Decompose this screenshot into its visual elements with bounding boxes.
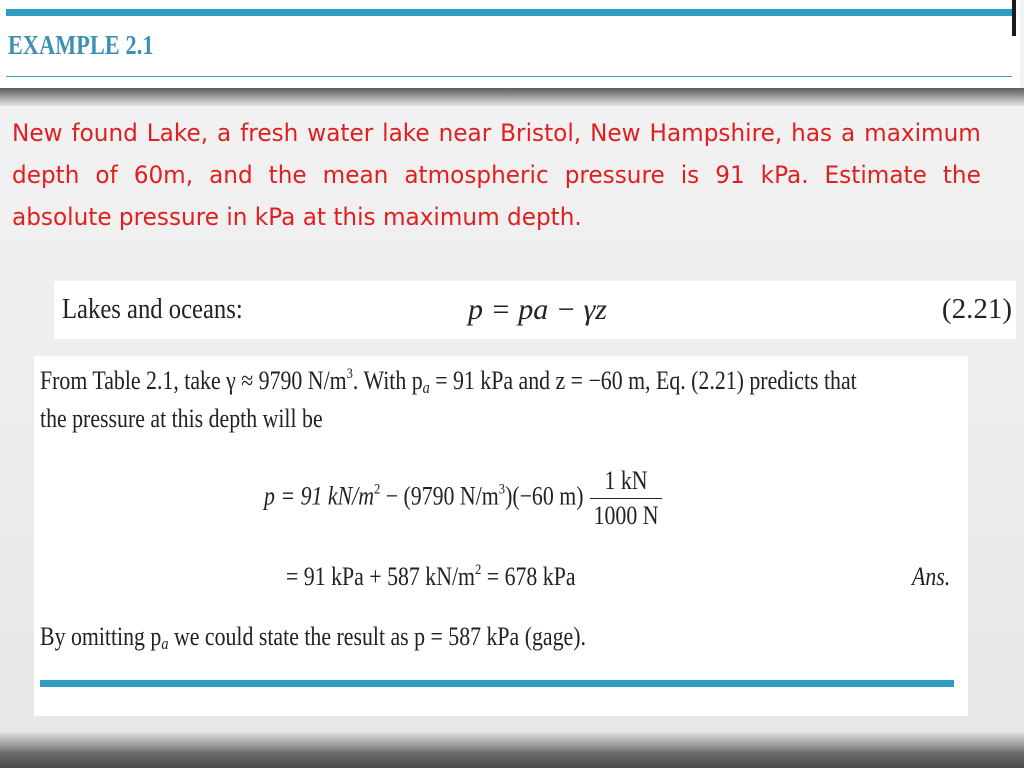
solution-line-2: the pressure at this depth will be <box>40 404 323 433</box>
answer-label: Ans. <box>912 562 951 591</box>
problem-statement: New found Lake, a fresh water lake near Bristol, New Hampshire, has a maximum depth of 60m, and the mean atmospheric pressure is 91 kPa. Estimate the absolute pressure in kPa at this maximum depth. <box>12 119 981 231</box>
solution-accent-bar <box>40 680 954 687</box>
bevel-divider-bottom <box>0 732 1024 768</box>
equation-number: (2.21) <box>941 293 1012 325</box>
example-header <box>0 0 1020 88</box>
equation-box <box>54 281 1016 339</box>
solution-box <box>34 356 968 716</box>
calculation-line-2: = 91 kPa + 587 $kN/m^2 = 678$ kPa <box>286 562 576 591</box>
unit-conversion-fraction: $\frac{1 kN}{1000 N}$ <box>590 466 662 531</box>
equation-formula: p = pa − γz <box>468 293 607 326</box>
solution-line-1: From Table 2.1, take γ ≈ 9790 $N/m^3$. With $p_a = 91$ kPa and z = −60 m, Eq. (2.21) predicts that <box>40 366 857 397</box>
example-title: EXAMPLE 2.1 <box>8 30 154 60</box>
bevel-divider-top <box>0 88 1024 106</box>
calculation-line-1: p = 91 $kN/m^2 - (9790$ $N/m^3)(-60$ m) $\frac{1 kN}{1000 N}$ <box>264 466 662 531</box>
solution-final-line: By omitting $p_a$ we could state the result as p = 587 kPa (gage). <box>40 622 586 653</box>
header-top-bar <box>6 9 1012 16</box>
header-edge-mark <box>1012 0 1016 36</box>
equation-label: Lakes and oceans: <box>62 293 243 325</box>
header-divider <box>6 76 1012 77</box>
